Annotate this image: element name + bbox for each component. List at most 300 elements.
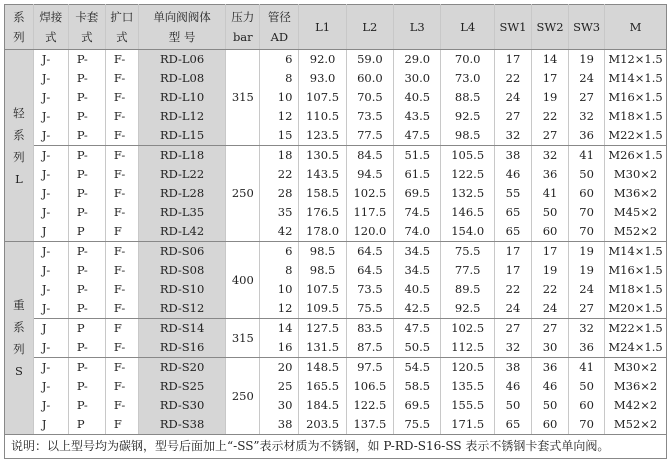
pressure-value: 250	[226, 358, 260, 435]
sw3-value: 19	[569, 242, 605, 262]
sw3-value: 24	[569, 280, 605, 299]
series-label: 重 系 列 S	[5, 242, 34, 435]
l3-value: 50.5	[394, 338, 441, 358]
l2-value: 83.5	[346, 319, 393, 339]
ferrule-code: P-	[68, 50, 105, 70]
model-number: RD-S08	[138, 261, 226, 280]
col-l2: L2	[346, 5, 393, 50]
l1-value: 107.5	[299, 88, 346, 107]
ferrule-code: P-	[68, 377, 105, 396]
sw1-value: 17	[494, 261, 531, 280]
l3-value: 40.5	[394, 88, 441, 107]
pipe-diameter: 20	[260, 358, 299, 378]
l4-value: 92.5	[441, 299, 495, 319]
table-note: 说明：以上型号均为碳钢，型号后面加上“-SS”表示材质为不锈钢，如 P-RD-S16-SS 表示不锈钢卡套式单向阀。	[5, 435, 667, 459]
l3-value: 51.5	[394, 146, 441, 166]
thread-value: M42×2	[605, 396, 667, 415]
table-header	[5, 5, 667, 50]
flare-code: F-	[105, 299, 138, 319]
l1-value: 98.5	[299, 242, 346, 262]
thread-value: M52×2	[605, 222, 667, 242]
ferrule-code: P-	[68, 299, 105, 319]
l3-value: 34.5	[394, 242, 441, 262]
thread-value: M16×1.5	[605, 261, 667, 280]
sw1-value: 17	[494, 242, 531, 262]
pressure-value: 315	[226, 319, 260, 358]
ferrule-code: P-	[68, 261, 105, 280]
table-row	[5, 165, 667, 184]
l1-value: 131.5	[299, 338, 346, 358]
model-number: RD-S10	[138, 280, 226, 299]
flare-code: F-	[105, 358, 138, 378]
sw3-value: 50	[569, 377, 605, 396]
pipe-diameter: 22	[260, 165, 299, 184]
sw3-value: 60	[569, 396, 605, 415]
table-row	[5, 280, 667, 299]
sw1-value: 24	[494, 88, 531, 107]
sw3-value: 32	[569, 107, 605, 126]
l2-value: 75.5	[346, 299, 393, 319]
l1-value: 178.0	[299, 222, 346, 242]
l2-value: 84.5	[346, 146, 393, 166]
sw1-value: 38	[494, 358, 531, 378]
l2-value: 97.5	[346, 358, 393, 378]
l3-value: 30.0	[394, 69, 441, 88]
sw1-value: 38	[494, 146, 531, 166]
table-row	[5, 126, 667, 146]
sw2-value: 24	[532, 299, 569, 319]
l2-value: 122.5	[346, 396, 393, 415]
thread-value: M14×1.5	[605, 69, 667, 88]
sw3-value: 70	[569, 222, 605, 242]
l1-value: 107.5	[299, 280, 346, 299]
col-m: M	[605, 5, 667, 50]
l4-value: 112.5	[441, 338, 495, 358]
l2-value: 137.5	[346, 415, 393, 435]
ferrule-code: P-	[68, 146, 105, 166]
l3-value: 42.5	[394, 299, 441, 319]
thread-value: M36×2	[605, 377, 667, 396]
sw3-value: 36	[569, 338, 605, 358]
model-number: RD-L22	[138, 165, 226, 184]
pipe-diameter: 12	[260, 299, 299, 319]
pipe-diameter: 25	[260, 377, 299, 396]
flare-code: F-	[105, 126, 138, 146]
weld-code: J	[33, 415, 68, 435]
l3-value: 47.5	[394, 319, 441, 339]
thread-value: M30×2	[605, 358, 667, 378]
weld-code: J	[33, 222, 68, 242]
ferrule-code: P-	[68, 69, 105, 88]
sw2-value: 50	[532, 203, 569, 222]
ferrule-code: P-	[68, 88, 105, 107]
pipe-diameter: 6	[260, 242, 299, 262]
sw2-value: 50	[532, 396, 569, 415]
l2-value: 60.0	[346, 69, 393, 88]
l1-value: 110.5	[299, 107, 346, 126]
col-sw3: SW3	[569, 5, 605, 50]
ferrule-code: P-	[68, 203, 105, 222]
weld-code: J-	[33, 377, 68, 396]
sw2-value: 17	[532, 69, 569, 88]
l1-value: 127.5	[299, 319, 346, 339]
l1-value: 148.5	[299, 358, 346, 378]
ferrule-code: P-	[68, 280, 105, 299]
table-row	[5, 107, 667, 126]
l2-value: 117.5	[346, 203, 393, 222]
weld-code: J-	[33, 280, 68, 299]
l1-value: 165.5	[299, 377, 346, 396]
sw1-value: 46	[494, 165, 531, 184]
table-row	[5, 222, 667, 242]
pipe-diameter: 8	[260, 261, 299, 280]
weld-code: J-	[33, 261, 68, 280]
flare-code: F-	[105, 377, 138, 396]
sw1-value: 55	[494, 184, 531, 203]
l3-value: 75.5	[394, 415, 441, 435]
l2-value: 73.5	[346, 280, 393, 299]
table-row	[5, 358, 667, 378]
sw2-value: 19	[532, 88, 569, 107]
col-weld: 焊接 式	[33, 5, 68, 50]
l4-value: 155.5	[441, 396, 495, 415]
col-l4: L4	[441, 5, 495, 50]
weld-code: J-	[33, 184, 68, 203]
model-number: RD-L10	[138, 88, 226, 107]
sw2-value: 60	[532, 415, 569, 435]
pipe-diameter: 10	[260, 280, 299, 299]
sw1-value: 50	[494, 396, 531, 415]
ferrule-code: P	[68, 319, 105, 339]
pipe-diameter: 38	[260, 415, 299, 435]
weld-code: J-	[33, 358, 68, 378]
flare-code: F-	[105, 69, 138, 88]
sw1-value: 22	[494, 69, 531, 88]
flare-code: F-	[105, 242, 138, 262]
l2-value: 87.5	[346, 338, 393, 358]
weld-code: J-	[33, 203, 68, 222]
l2-value: 106.5	[346, 377, 393, 396]
model-number: RD-S25	[138, 377, 226, 396]
sw2-value: 27	[532, 126, 569, 146]
table-row	[5, 396, 667, 415]
series-label: 轻 系 列 L	[5, 50, 34, 242]
header-row	[5, 5, 667, 50]
table-row	[5, 415, 667, 435]
sw3-value: 32	[569, 319, 605, 339]
flare-code: F-	[105, 338, 138, 358]
l2-value: 59.0	[346, 50, 393, 70]
pipe-diameter: 14	[260, 319, 299, 339]
thread-value: M52×2	[605, 415, 667, 435]
flare-code: F-	[105, 261, 138, 280]
col-pipe: 管径 AD	[260, 5, 299, 50]
sw3-value: 41	[569, 146, 605, 166]
table-row	[5, 50, 667, 70]
pipe-diameter: 30	[260, 396, 299, 415]
model-number: RD-L06	[138, 50, 226, 70]
flare-code: F-	[105, 88, 138, 107]
thread-value: M30×2	[605, 165, 667, 184]
sw2-value: 36	[532, 165, 569, 184]
model-number: RD-L15	[138, 126, 226, 146]
col-sw2: SW2	[532, 5, 569, 50]
sw3-value: 60	[569, 184, 605, 203]
flare-code: F-	[105, 50, 138, 70]
table-row	[5, 338, 667, 358]
col-l1: L1	[299, 5, 346, 50]
sw3-value: 27	[569, 299, 605, 319]
l3-value: 54.5	[394, 358, 441, 378]
l4-value: 146.5	[441, 203, 495, 222]
pipe-diameter: 15	[260, 126, 299, 146]
col-pressure: 压力 bar	[226, 5, 260, 50]
sw2-value: 22	[532, 280, 569, 299]
pipe-diameter: 18	[260, 146, 299, 166]
model-number: RD-S14	[138, 319, 226, 339]
l2-value: 73.5	[346, 107, 393, 126]
l1-value: 143.5	[299, 165, 346, 184]
model-number: RD-S12	[138, 299, 226, 319]
sw3-value: 70	[569, 415, 605, 435]
ferrule-code: P-	[68, 358, 105, 378]
pipe-diameter: 35	[260, 203, 299, 222]
table-row	[5, 146, 667, 166]
thread-value: M18×1.5	[605, 280, 667, 299]
l3-value: 61.5	[394, 165, 441, 184]
ferrule-code: P-	[68, 396, 105, 415]
sw2-value: 46	[532, 377, 569, 396]
weld-code: J-	[33, 50, 68, 70]
l1-value: 158.5	[299, 184, 346, 203]
sw3-value: 24	[569, 69, 605, 88]
sw2-value: 19	[532, 261, 569, 280]
sw2-value: 36	[532, 358, 569, 378]
pipe-diameter: 16	[260, 338, 299, 358]
sw3-value: 70	[569, 203, 605, 222]
ferrule-code: P-	[68, 107, 105, 126]
table-row	[5, 319, 667, 339]
sw1-value: 65	[494, 203, 531, 222]
sw2-value: 41	[532, 184, 569, 203]
sw1-value: 24	[494, 299, 531, 319]
pressure-value: 400	[226, 242, 260, 319]
l4-value: 75.5	[441, 242, 495, 262]
l2-value: 94.5	[346, 165, 393, 184]
ferrule-code: P	[68, 415, 105, 435]
pipe-diameter: 42	[260, 222, 299, 242]
l1-value: 109.5	[299, 299, 346, 319]
sw3-value: 27	[569, 88, 605, 107]
pipe-diameter: 28	[260, 184, 299, 203]
sw2-value: 32	[532, 146, 569, 166]
model-number: RD-L42	[138, 222, 226, 242]
flare-code: F-	[105, 184, 138, 203]
l3-value: 74.5	[394, 203, 441, 222]
sw1-value: 17	[494, 50, 531, 70]
flare-code: F-	[105, 107, 138, 126]
sw2-value: 14	[532, 50, 569, 70]
table-footer	[5, 435, 667, 459]
l2-value: 120.0	[346, 222, 393, 242]
ferrule-code: P-	[68, 126, 105, 146]
flare-code: F-	[105, 280, 138, 299]
ferrule-code: P-	[68, 338, 105, 358]
table-row	[5, 184, 667, 203]
sw3-value: 36	[569, 126, 605, 146]
l3-value: 58.5	[394, 377, 441, 396]
ferrule-code: P	[68, 222, 105, 242]
thread-value: M18×1.5	[605, 107, 667, 126]
weld-code: J-	[33, 69, 68, 88]
thread-value: M36×2	[605, 184, 667, 203]
flare-code: F-	[105, 146, 138, 166]
table-body	[5, 50, 667, 435]
l4-value: 70.0	[441, 50, 495, 70]
col-l3: L3	[394, 5, 441, 50]
weld-code: J-	[33, 88, 68, 107]
l3-value: 69.5	[394, 396, 441, 415]
pipe-diameter: 12	[260, 107, 299, 126]
l3-value: 29.0	[394, 50, 441, 70]
table-row	[5, 377, 667, 396]
l4-value: 105.5	[441, 146, 495, 166]
l4-value: 154.0	[441, 222, 495, 242]
thread-value: M24×1.5	[605, 338, 667, 358]
sw2-value: 22	[532, 107, 569, 126]
thread-value: M16×1.5	[605, 88, 667, 107]
l3-value: 43.5	[394, 107, 441, 126]
l1-value: 130.5	[299, 146, 346, 166]
l4-value: 171.5	[441, 415, 495, 435]
model-number: RD-S38	[138, 415, 226, 435]
sw1-value: 65	[494, 415, 531, 435]
l3-value: 34.5	[394, 261, 441, 280]
sw1-value: 27	[494, 107, 531, 126]
l3-value: 69.5	[394, 184, 441, 203]
sw2-value: 17	[532, 242, 569, 262]
thread-value: M14×1.5	[605, 242, 667, 262]
weld-code: J-	[33, 165, 68, 184]
sw2-value: 60	[532, 222, 569, 242]
l4-value: 77.5	[441, 261, 495, 280]
weld-code: J-	[33, 396, 68, 415]
model-number: RD-S30	[138, 396, 226, 415]
weld-code: J-	[33, 338, 68, 358]
l1-value: 98.5	[299, 261, 346, 280]
l1-value: 176.5	[299, 203, 346, 222]
thread-value: M20×1.5	[605, 299, 667, 319]
col-model: 单向阀阀体 型 号	[138, 5, 226, 50]
ferrule-code: P-	[68, 184, 105, 203]
pipe-diameter: 10	[260, 88, 299, 107]
l3-value: 40.5	[394, 280, 441, 299]
flare-code: F	[105, 319, 138, 339]
l4-value: 92.5	[441, 107, 495, 126]
flare-code: F-	[105, 203, 138, 222]
l1-value: 184.5	[299, 396, 346, 415]
weld-code: J	[33, 319, 68, 339]
col-sw1: SW1	[494, 5, 531, 50]
l2-value: 64.5	[346, 261, 393, 280]
l4-value: 122.5	[441, 165, 495, 184]
l4-value: 88.5	[441, 88, 495, 107]
table-row	[5, 299, 667, 319]
l3-value: 47.5	[394, 126, 441, 146]
table-row	[5, 203, 667, 222]
thread-value: M22×1.5	[605, 319, 667, 339]
l4-value: 135.5	[441, 377, 495, 396]
table-row	[5, 261, 667, 280]
l2-value: 102.5	[346, 184, 393, 203]
model-number: RD-L28	[138, 184, 226, 203]
weld-code: J-	[33, 146, 68, 166]
l2-value: 64.5	[346, 242, 393, 262]
l2-value: 70.5	[346, 88, 393, 107]
l1-value: 93.0	[299, 69, 346, 88]
l4-value: 120.5	[441, 358, 495, 378]
weld-code: J-	[33, 299, 68, 319]
l4-value: 73.0	[441, 69, 495, 88]
pressure-value: 315	[226, 50, 260, 146]
l4-value: 102.5	[441, 319, 495, 339]
model-number: RD-L18	[138, 146, 226, 166]
spec-table-container	[4, 4, 667, 459]
thread-value: M45×2	[605, 203, 667, 222]
sw1-value: 27	[494, 319, 531, 339]
model-number: RD-L12	[138, 107, 226, 126]
model-number: RD-L08	[138, 69, 226, 88]
sw1-value: 65	[494, 222, 531, 242]
sw3-value: 19	[569, 261, 605, 280]
col-series: 系 列	[5, 5, 34, 50]
l3-value: 74.0	[394, 222, 441, 242]
col-flare: 扩口 式	[105, 5, 138, 50]
sw3-value: 50	[569, 165, 605, 184]
col-ferrule: 卡套 式	[68, 5, 105, 50]
flare-code: F	[105, 222, 138, 242]
weld-code: J-	[33, 242, 68, 262]
l1-value: 203.5	[299, 415, 346, 435]
check-valve-spec-table	[4, 4, 667, 459]
sw1-value: 32	[494, 338, 531, 358]
ferrule-code: P-	[68, 242, 105, 262]
model-number: RD-S16	[138, 338, 226, 358]
model-number: RD-S20	[138, 358, 226, 378]
model-number: RD-S06	[138, 242, 226, 262]
sw3-value: 19	[569, 50, 605, 70]
thread-value: M26×1.5	[605, 146, 667, 166]
l4-value: 98.5	[441, 126, 495, 146]
l1-value: 92.0	[299, 50, 346, 70]
note-row	[5, 435, 667, 459]
table-row	[5, 69, 667, 88]
pressure-value: 250	[226, 146, 260, 242]
table-row	[5, 242, 667, 262]
ferrule-code: P-	[68, 165, 105, 184]
l4-value: 89.5	[441, 280, 495, 299]
l2-value: 77.5	[346, 126, 393, 146]
weld-code: J-	[33, 107, 68, 126]
sw2-value: 27	[532, 319, 569, 339]
flare-code: F-	[105, 396, 138, 415]
sw1-value: 22	[494, 280, 531, 299]
sw1-value: 46	[494, 377, 531, 396]
l1-value: 123.5	[299, 126, 346, 146]
table-row	[5, 88, 667, 107]
pipe-diameter: 6	[260, 50, 299, 70]
l4-value: 132.5	[441, 184, 495, 203]
